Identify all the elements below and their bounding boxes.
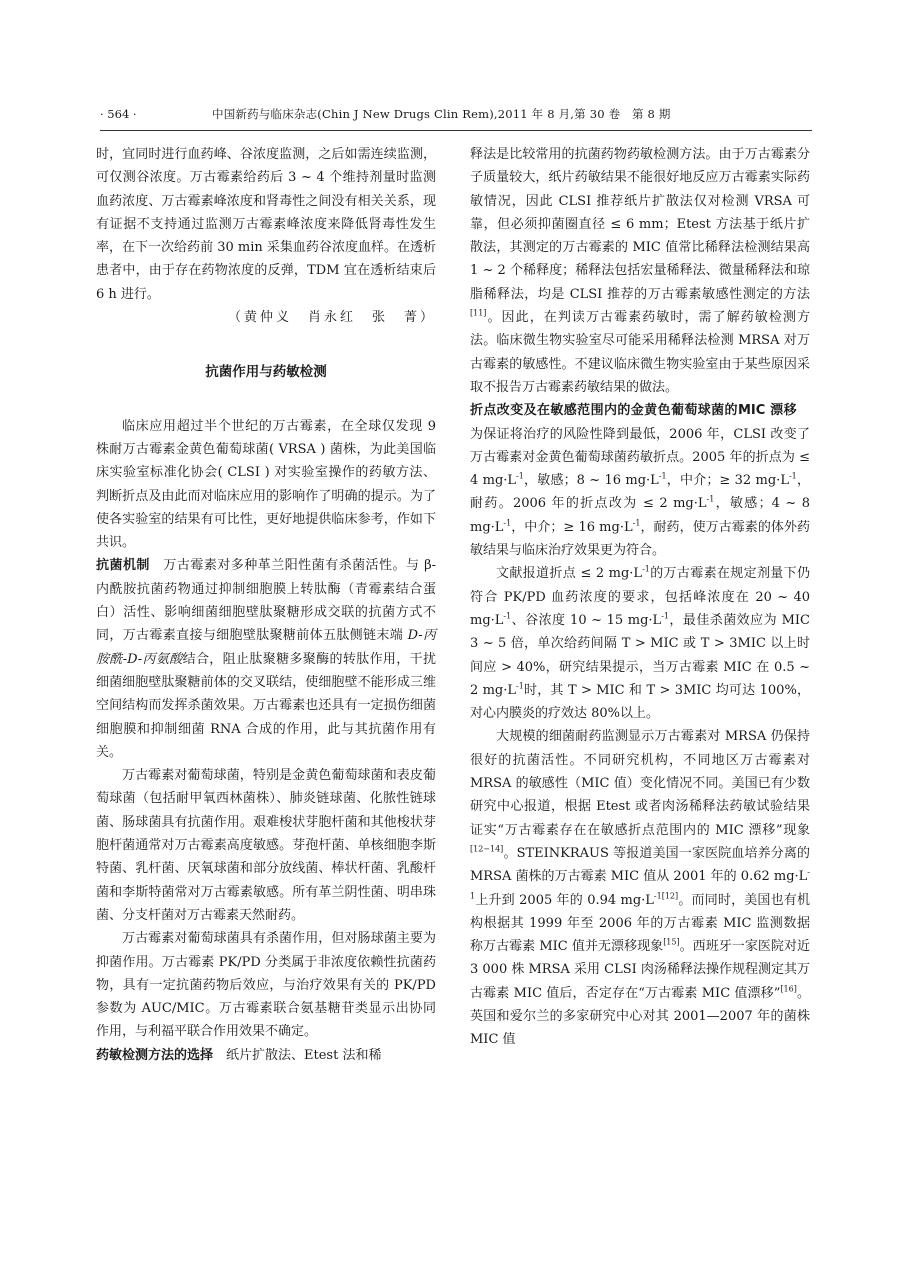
p2-text-b: 的万古霉素在规定剂量下仍符合 PK/PD 血药浓度的要求，包括峰浓度在 20 ~ 40 mg·L [470, 566, 810, 628]
method-cont-text-b: 。因此，在判读万古霉素药敏时，需了解药敏检测方法。临床微生物实验室尽可能采用稀释法检测 MRSA 对万古霉素的敏感性。不建议临床微生物实验室由于某些原因采取不报告万古霉素药敏结果的做法。 [470, 310, 810, 395]
paragraph-breakpoints [470, 399, 810, 562]
citation-12-14: [12−14] [470, 844, 504, 854]
page-number: · 564 · [100, 107, 137, 121]
left-column [96, 143, 436, 1067]
running-header [100, 104, 812, 124]
p2-text-c: 、谷浓度 10 ~ 15 mg·L [511, 612, 662, 628]
p3-text-d: 。而同时，美国也有机构根据其 1999 年至 2006 年的万古霉素 MIC 监测数据称万古霉素 MIC 值并无漂移现象 [470, 892, 810, 955]
bp-text-b: ，敏感；8 ~ 16 mg·L [523, 473, 659, 489]
superscript: -1 [503, 518, 512, 528]
superscript: -1 [516, 471, 524, 481]
journal-citation: 中国新药与临床杂志(Chin J New Drugs Clin Rem),2011 年 8 月,第 30 卷 第 8 期 [212, 107, 671, 121]
section-authors: （黄仲义 肖永红 张 菁） [227, 310, 436, 326]
run-in-heading-breakpoints: 折点改变及在敏感范围内的金黄色葡萄球菌的MIC 漂移 [470, 403, 797, 419]
superscript: -1 [516, 681, 524, 691]
method-cont-text: 释法是比较常用的抗菌药物药敏检测方法。由于万古霉素分子质量较大，纸片药敏结果不能很好地反应万古霉素实际药敏情况，因此 CLSI 推荐纸片扩散法仅对检测 VRSA 可靠，但必须抑菌圈直径 ≤ 6 mm；Etest 方法基于纸片扩散法，其测定的万古霉素的 MIC 值常比稀释法检测结果高 1 ~ 2 个稀释度；稀释法包括宏量稀释法、微量稀释法和琼脂稀释法，均是 CLSI 推荐的万古霉素敏感性测定的方法 [470, 147, 810, 302]
p3-text-a: 大规模的细菌耐药监测显示万古霉素对 MRSA 仍保持很好的抗菌活性。不同研究机构，不同地区万古霉素对 MRSA 的敏感性（MIC 值）变化情况不同。美国已有少数研究中心报道，根据 Etest 或者肉汤稀释法药敏试验结果证实“万古霉素存在在敏感折点范围内的 MIC 漂移”现象 [470, 729, 810, 838]
paragraph-spectrum: 万古霉素对葡萄球菌，特别是金黄色葡萄球菌和表皮葡萄球菌（包括耐甲氧西林菌株）、肺炎链球菌、化脓性链球菌、肠球菌具有抗菌作用。艰难梭状芽胞杆菌和其他梭状芽胞杆菌通常对万古霉素高度敏感。芽孢杆菌、单核细胞李斯特菌、乳杆菌、厌氧球菌和部分放线菌、棒状杆菌、乳酸杆菌和李斯特菌常对万古霉素敏感。所有革兰阴性菌、明串珠菌、分支杆菌对万古霉素天然耐药。 [96, 768, 436, 923]
citation-12: -1[12] [653, 891, 679, 901]
superscript: -1 [642, 565, 650, 575]
bp-text-a: 为保证将治疗的风险性降到最低，2006 年，CLSI 改变了万古霉素对金黄色葡萄球菌药敏折点。2005 年的折点为 ≤ 4 mg·L [470, 403, 810, 489]
citation-11: [11] [470, 308, 487, 318]
citation-15: [15] [663, 937, 680, 947]
paragraph-pkpd: 万古霉素对葡萄球菌具有杀菌作用，但对肠球菌主要为抑菌作用。万古霉素 PK/PD 分类属于非浓度依赖性抗菌药物，具有一定抗菌药物后效应，与治疗效果有关的 PK/PD 参数为 AUC/MIC。万古霉素联合氨基糖苷类显示出协同作用，与利福平联合作用效果不确定。 [96, 931, 436, 1040]
header-rule [100, 130, 812, 131]
method-text: 纸片扩散法、Etest 法和稀 [213, 1047, 382, 1063]
paragraph-pkpd-breakpoint [470, 562, 810, 725]
p2-text-e: 时，其 T > MIC 和 T > 3MIC 均可达 100%，对心内膜炎的疗效达 80%以上。 [470, 682, 810, 722]
superscript: -1 [470, 867, 810, 901]
p2-text-a: 文献报道折点 ≤ 2 mg·L [496, 566, 643, 582]
continued-paragraph: 时，宜同时进行血药峰、谷浓度监测，之后如需连续监测，可仅测谷浓度。万古霉素给药后 3 ~ 4 个维持剂量时监测血药浓度、万古霉素峰浓度和肾毒性之间没有相关关系，现有证据不支持通过监测万古霉素峰浓度来降低肾毒性发生率，在下一次给药前 30 min 采集血药谷浓度血样。在透析患者中，由于存在药物浓度的反弹，TDM 宜在透析结束后 6 h 进行。 [96, 147, 436, 302]
run-in-heading-method: 药敏检测方法的选择 [96, 1047, 214, 1063]
superscript: -1 [706, 495, 715, 505]
p3-text-b: 。STEINKRAUS 等报道美国一家医院血培养分离的 MRSA 菌株的万古霉素 MIC 值从 2001 年的 0.62 mg·L [470, 845, 810, 885]
superscript: -1 [658, 471, 667, 481]
p2-text-d: ，最佳杀菌效应为 MIC 3 ~ 5 倍，单次给药间隔 T > MIC 或 T > 3MIC 以上时间应 > 40%，研究结果提示，当万古霉素 MIC 在 0.5 ~ 2 mg·L [470, 612, 811, 698]
mechanism-alanine: D-丙胺酰-D-丙氨酸 [96, 628, 436, 667]
superscript: -1 [503, 611, 512, 621]
p3-text-f: 。英国和爱尔兰的多家研究中心对其 2001—2007 年的菌株 MIC 值 [470, 985, 810, 1048]
paragraph-method [96, 1044, 436, 1067]
mechanism-text-b: 结合，阻止肽聚糖多聚酶的转肽作用，干扰细菌细胞壁肽聚糖前体的交叉联结，使细胞壁不能形成三维空间结构而发挥杀菌效果。万古霉素也还具有一定损伤细菌细胞膜和抑制细菌 RNA 合成的作用，此与其抗菌作用有关。 [96, 651, 436, 760]
superscript: -1 [661, 611, 669, 621]
paragraph-mic-creep [470, 725, 810, 1051]
p3-text-e: 。西班牙一家医院对近 3 000 株 MRSA 采用 CLSI 肉汤稀释法操作规程测定其万古霉素 MIC 值后，否定存在“万古霉素 MIC 值漂移” [470, 939, 810, 1001]
superscript: -1 [788, 471, 797, 481]
citation-16: [16] [780, 984, 797, 994]
paragraph-consensus: 临床应用超过半个世纪的万古霉素，在全球仅发现 9 株耐万古霉素金黄色葡萄球菌( VRSA ) 菌株，为此美国临床实验室标准化协会( CLSI ) 对实验室操作的药敏方法、判断折点及由此而对临床应用的影响作了明确的提示。为了使各实验室的结果有可比性，更好地提供临床参考，作如下共识。 [96, 418, 436, 551]
p3-text-c: 上升到 2005 年的 0.94 mg·L [475, 892, 654, 908]
bp-text-f: ，中介；≥ 16 mg·L [511, 519, 633, 535]
right-column [470, 143, 810, 1052]
section-title: 抗菌作用与药敏检测 [205, 364, 327, 381]
paragraph-method-continued [470, 143, 810, 399]
bp-text-e: ，敏感；4 ~ 8 mg·L [470, 496, 810, 535]
bp-text-g: ，耐药，使万古霉素的体外药敏结果与临床治疗效果更为符合。 [470, 519, 810, 559]
bp-text-d: ，耐药。2006 年的折点改为 ≤ 2 mg·L [470, 473, 810, 512]
run-in-heading-mechanism: 抗菌机制 [96, 558, 150, 574]
paragraph-mechanism [96, 554, 436, 764]
superscript: -1 [632, 518, 641, 528]
mechanism-text-a: 万古霉素对多种革兰阳性菌有杀菌活性。与 β-内酰胺抗菌药物通过抑制细胞膜上转肽酶（青霉素结合蛋白）活性、影响细菌细胞壁肽聚糖形成交联的抗菌方式不同，万古霉素直接与细胞壁肽聚糖前体五肽侧链末端 [96, 558, 436, 644]
bp-text-c: ，中介；≥ 32 mg·L [666, 473, 789, 489]
